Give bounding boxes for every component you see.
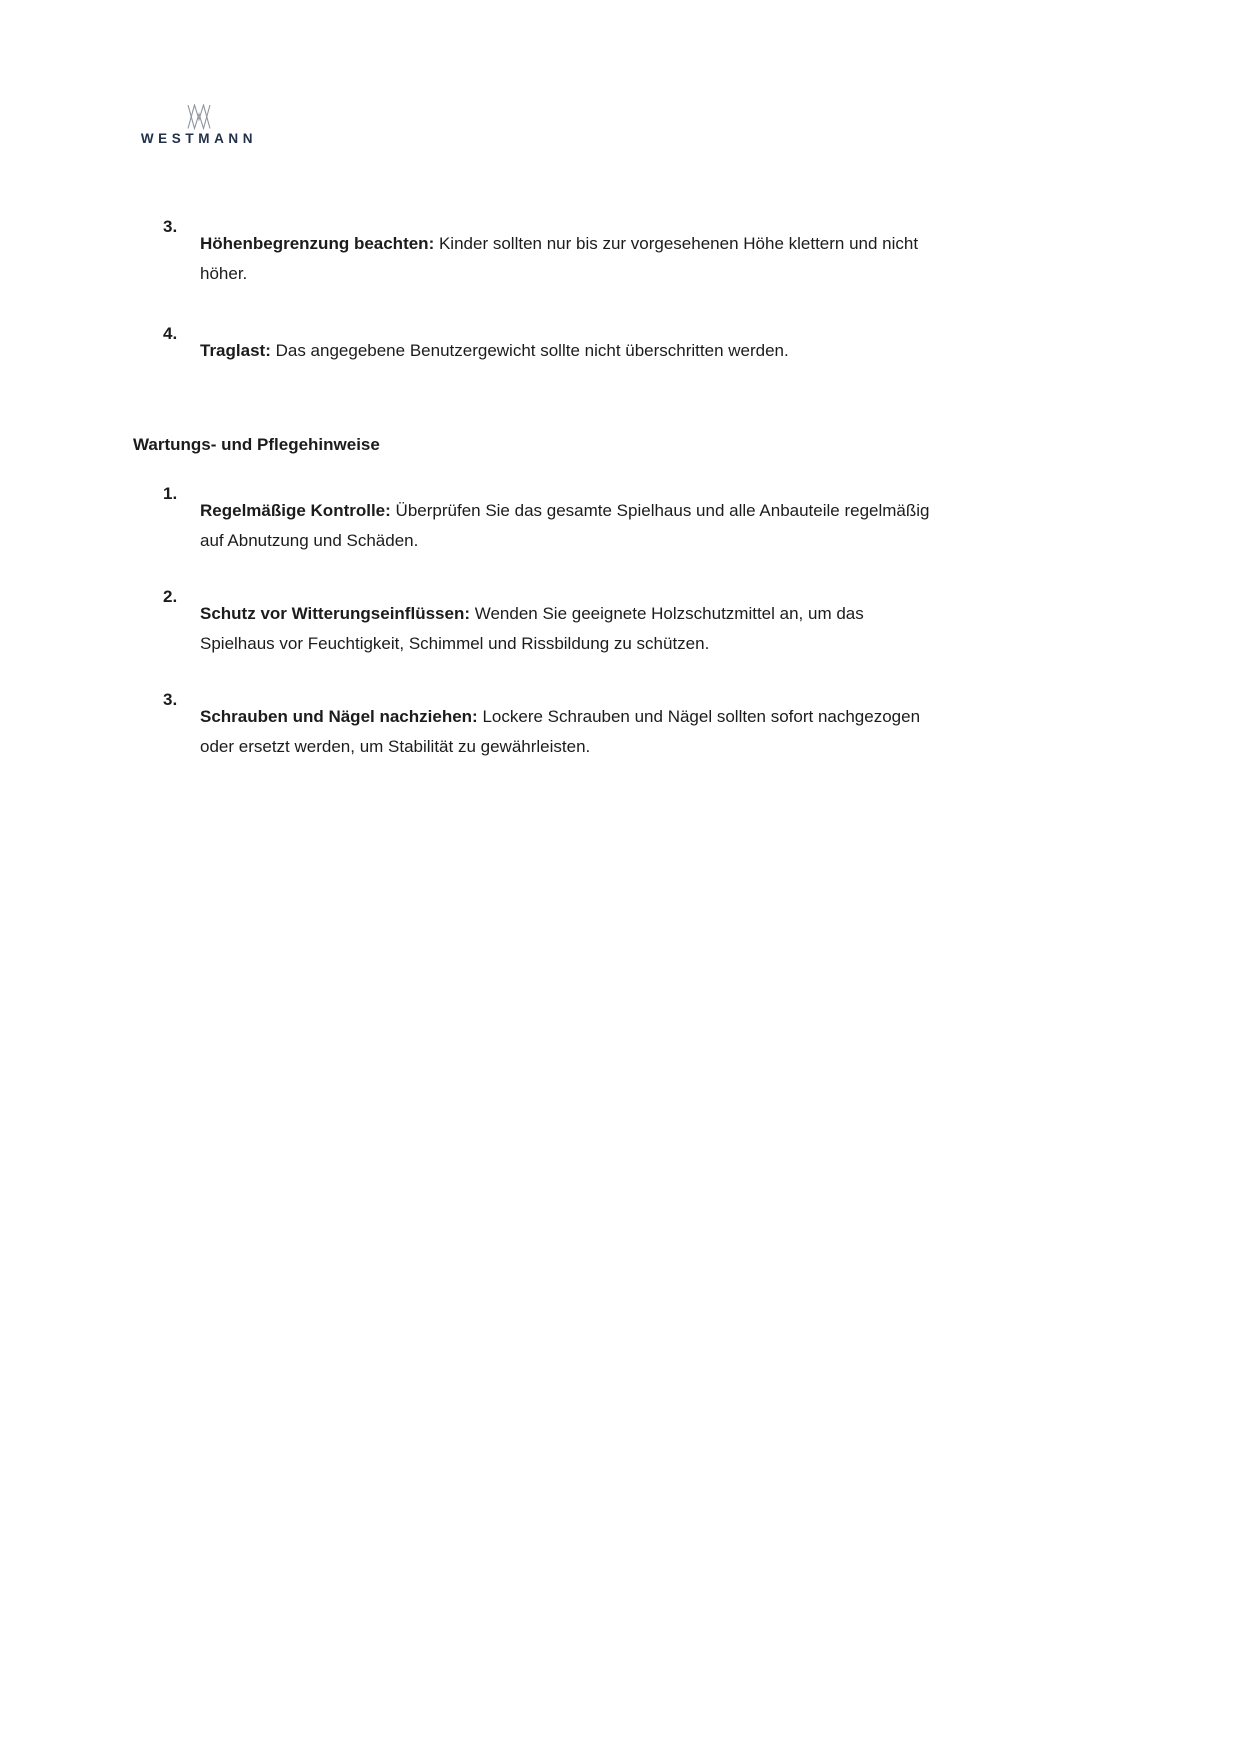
list-item: [133, 479, 993, 573]
list-item-body: Überprüfen Sie das gesamte Spielhaus und alle Anbauteile regelmäßig auf Abnutzung und Schäden.: [200, 501, 930, 550]
list-item-body: Kinder sollten nur bis zur vorgesehenen Höhe klettern und nicht höher.: [200, 234, 919, 283]
list-item-lead: Regelmäßige Kontrolle:: [200, 501, 391, 520]
document-content: [133, 212, 993, 788]
list-item-lead: Schutz vor Witterungseinflüssen:: [200, 604, 470, 623]
safety-list: [133, 212, 993, 383]
list-item-number: 1.: [163, 484, 178, 503]
list-item-number: 3.: [163, 217, 178, 236]
list-item-body: Lockere Schrauben und Nägel sollten sofort nachgezogen oder ersetzt werden, um Stabilität zu gewährleisten.: [200, 707, 921, 756]
list-item-body: Das angegebene Benutzergewicht sollte nicht überschritten werden.: [275, 341, 789, 360]
list-item-number: 4.: [163, 324, 178, 343]
list-item-lead: Traglast:: [200, 341, 271, 360]
brand-wordmark: WESTMANN: [140, 131, 258, 146]
list-item-number: 2.: [163, 587, 178, 606]
list-item-text: [200, 496, 940, 556]
list-item: [133, 685, 993, 779]
section-heading: Wartungs- und Pflegehinweise: [133, 435, 380, 454]
list-item-text: [200, 702, 940, 762]
maintenance-list: [133, 479, 993, 779]
westmann-logo: [128, 104, 270, 146]
list-item-lead: Schrauben und Nägel nachziehen:: [200, 707, 478, 726]
list-item-text: [200, 336, 940, 366]
wm-monogram-icon: [185, 104, 213, 130]
list-item-text: [200, 229, 940, 289]
list-item-text: [200, 599, 940, 659]
list-item-lead: Höhenbegrenzung beachten:: [200, 234, 435, 253]
list-item-body: Wenden Sie geeignete Holzschutzmittel an, um das Spielhaus vor Feuchtigkeit, Schimmel und Rissbildung zu schützen.: [200, 604, 864, 653]
list-item: [133, 582, 993, 676]
list-item-number: 3.: [163, 690, 178, 709]
list-item: [133, 319, 993, 383]
list-item: [133, 212, 993, 306]
